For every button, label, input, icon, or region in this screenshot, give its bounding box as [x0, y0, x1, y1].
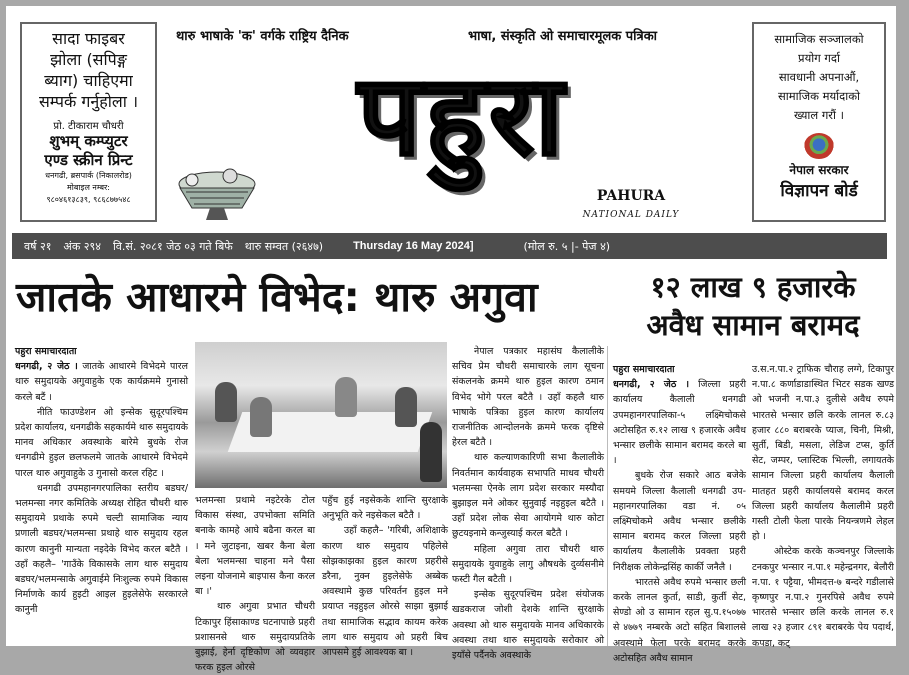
paragraph: जिल्ला प्रहरी कार्यालय कैलाली धनगढी उपमहानगरपालिका-५ लक्ष्मिचोकसे अटोसहित रु.१२ लाख ९ हजारके अवैध भन्सार छलीके सामान बरामद करले बा ।	[613, 379, 746, 467]
ad-address: धनगढी, ब्रसपार्क (निकालरोड)	[45, 171, 132, 180]
date-bs: वि.सं. २०८१ जेठ ०३ गते बिफे	[112, 239, 233, 253]
paragraph: भारतसे अवैध रुपमे भन्सार छली करके लानल कुर्ता, साडी, कुर्ती सेट, सेण्डो ओ उ सामान रहल सु.प.१५०७७ से ४७७९ नम्बरके अटो सहित बिशालसे अवस्थामे फेला परके बरामद करके अटोसहित अवैध सामान	[613, 576, 746, 664]
story1-column-4	[452, 344, 604, 662]
ad-government: नेपाल सरकार	[789, 163, 849, 177]
paragraph: बुधके रोज सकारे आठ बजेके समयमे जिल्ला कैलाली धनगढी उप-महानगरपालिका वडा नं. ०५ लक्ष्मिचोकमे अवैध भन्सार छलीके सामान बरामद करल जिल्ला प्रहरी कार्यालय कैलालीके प्रवक्ता प्रहरी निरीक्षक लोकेन्द्रसिंह कार्की जनैलै ।	[613, 470, 746, 573]
newspaper-page	[6, 6, 896, 674]
advertisement-left	[20, 22, 157, 222]
dateline: धनगढी, २ जेठ ।	[15, 361, 78, 373]
paragraph: थारु कल्याणकारिणी सभा कैलालीके निवर्तमान कार्यवाहक सभापति माधव चौधरी भलमन्सा ऐनके लाग प्रदेश सरकार मस्यौदा बुझाइल मने ओकर सुनुवाई नइहुइल बटैतै । उहाँ प्रदेश लोक सेवा आयोगमे थारु कोटा छुटयइनामे कन्जुस्याई करल बटैतै ।	[452, 452, 604, 540]
issue-number: अंक २९४	[63, 239, 101, 253]
story2-column-1	[613, 362, 746, 664]
meeting-photo	[195, 342, 447, 488]
paragraph: उ.स.न.पा.२ ट्राफिक चौराह लग्गे, टिकापुर न.पा.८ कर्णाडाडास्थित भिटर सडक खण्ड ओ भजनी न.पा.३ दुलीसे अवैध रुपमे भारतसे भन्सार छलि करके लानल रु.८३ हजार ८८० बराबरके प्याज, चिनी, मिश्री, सुर्ती, बिडी, मसला, लेडिज टप्स, कुर्ति सेट, जम्पर, प्लास्टिक भिल्ली, लगायतके सामान जिल्ला प्रहरी कार्यालय कैलाली मातहत प्रहरी कार्यालयसे बरामद करल जिल्ला प्रहरी कार्यालय कैलालीमे प्रहरी गस्ती टोली फेला पारके नियन्त्रणमे लेहल हो ।	[752, 364, 894, 543]
ad-line: सामाजिक मर्यादाको	[777, 89, 861, 103]
ad-proprietor: प्रो. टीकाराम चौधरी	[53, 121, 124, 132]
story2-column-2	[752, 362, 894, 652]
ad-line: झोला (सपिङ्ग	[50, 50, 127, 69]
tharu-era: थारु सम्वत (२६४७)	[244, 239, 324, 253]
second-headline[interactable]	[618, 268, 888, 344]
paragraph: भलमन्सा प्रथामे नइटेरके टोल विकास संस्था, उपभोक्ता समिति बनाके कामहे आघे बढैना करल बा । मने जुटाइना, खबर कैना बेला बेला भलमन्सा चाहना मने पैसा लइना योजनामे बाइपास कैना करल बा ।'	[195, 495, 315, 598]
ad-line: ब्याग) चाहिएमा	[44, 71, 133, 90]
ad-business-name: एण्ड स्क्रीन प्रिन्ट	[44, 151, 133, 169]
year: वर्ष २१	[24, 239, 52, 253]
ad-line: प्रयोग गर्दा	[798, 51, 840, 65]
ad-mobile-label: मोबाइल नम्बर:	[67, 183, 110, 192]
fruit-basket-icon	[172, 166, 262, 224]
advertisement-right	[752, 22, 886, 222]
paragraph: नीति फाउण्डेशन ओ इन्सेक सुदूरपश्चिम प्रदेश कार्यालय, धनगढीके सहकार्यमे थारु समुदायके मानव अधिकार अवस्थाके बारेमे बुधके रोज धनगढीमे हुइल छलफलमे जातके आधारमे विभेदमे पारल थारु अगुवाहुके उ गुनासो करल रहिट ।	[15, 406, 189, 479]
ad-line: सम्पर्क गर्नुहोला ।	[38, 92, 139, 111]
paragraph: पहुँच हुई नइसेकके शान्ति सुरक्षाके अनुभूति करे नइसेकल बटैतै ।	[322, 495, 448, 522]
paragraph: जातके आधारमे विभेदमे पारल थारु समुदायके अगुवाहुके एक कार्यक्रममे गुनासो करले बटैं ।	[15, 361, 188, 403]
paragraph: ओस्टेक करके कञ्चनपुर जिल्लाके टनकपुर भन्सार न.पा.१ महेन्द्रनगर, बेलौरी न.पा. १ पट्टैया, भीमदत्त-७ बन्दरे गडीलासे कृष्णपुर न.पा.२ गुनरपिसे अवैध रुपमे भारतसे भन्सार छलि करके लानल रु.१ लाख २३ हजार ८९१ बराबरके पेय पदार्थ, कपडा, कट्	[752, 546, 894, 649]
story1-column-3	[322, 493, 448, 659]
english-masthead	[566, 188, 696, 221]
masthead-title: पहुरा	[357, 51, 568, 181]
headline-line: अवैध सामान बरामद	[646, 308, 860, 342]
ad-line: ख्याल गरौं ।	[794, 108, 844, 122]
tagline-left: थारु भाषाके 'क' वर्गके राष्ट्रिय दैनिक	[176, 29, 349, 44]
byline: पहुरा समाचारदाता	[613, 364, 675, 375]
paragraph: इन्सेक सुदूरपश्चिम प्रदेश संयोजक खडकराज जोशी देशके शान्ति सुरक्षाके अवस्था ओ थारु समुदायके मानव अधिकारके अवस्था तथा थारु समुदायके सरोकार ओ इयाँसे पर्दैनके अवस्थाके	[452, 589, 604, 662]
issue-info-bar	[12, 233, 887, 259]
price-page: (मोल रु. ५ |- पेज ४)	[523, 239, 611, 253]
ad-board: विज्ञापन बोर्ड	[780, 181, 858, 201]
column-divider	[607, 346, 608, 646]
dateline: धनगढी, २ जेठ ।	[613, 379, 690, 391]
story1-column-1	[15, 344, 188, 644]
byline: पहुरा समाचारदाता	[15, 346, 77, 357]
paragraph: नेपाल पत्रकार महासंघ कैलालीके सचिव प्रेम चौधरी समाचारके लाग सूचना संकलनके क्रममे थारु हुइल कारण ठमान विभेद भोगे परल बटैतै । उहाँ कहलै थारु भाषाके पत्रिका हुइल कारण कार्यालय राजनीतिक आन्दोलनके क्रममे फरक दृष्टिसे हेरल बटैतै ।	[452, 346, 604, 449]
ad-mobile: ९८०४६१३८३९, ९८६८७७५४८	[46, 195, 131, 204]
ad-line: सामाजिक सञ्जालको	[774, 32, 864, 46]
paragraph: उहाँ कहलै– 'गरिबी, अशिक्षाके कारण थारु समुदाय पहिलेसे सोझकाझका हुइल कारण प्रहरीसे डरैना, नुक्न हुइलेसेफे अब्बेक अवस्थामे कुछ परिवर्तन हुइल मने प्रयाप्त नइहुइल ओरसे साझा बुझाई तथा सामाजिक सद्भाव कायम करेक लाग थारु समुदाय ओ प्रहरी बिच आपसमे हुई आवश्यक बा ।	[322, 525, 448, 659]
ad-line: सावधानी अपनाऔं,	[778, 70, 860, 84]
english-subtitle: NATIONAL DAILY	[582, 210, 680, 220]
story1-column-2	[195, 493, 315, 674]
main-headline[interactable]: जातके आधारमे विभेद: थारु अगुवा	[16, 273, 538, 321]
ad-line: सादा फाइबर	[52, 29, 125, 48]
tagline-right: भाषा, संस्कृति ओ समाचारमूलक पत्रिका	[468, 29, 658, 44]
nepal-emblem-icon	[804, 133, 834, 159]
english-name: PAHURA	[596, 188, 666, 204]
paragraph: धनगढी उपमहानगरपालिका स्तरीय बडघर/भलमन्सा नगर कमितिके अध्यक्ष रोहित चौधरी थारु समुदायमे प्रथाके रुपमे चल्टी सामाजिक न्याय प्रणाली बडघर/भलमन्सा प्रथाहे थारु समुदाय रहल कारण कानुनी मान्यता नइदेके विभेद करल बटैतै । उहाँ कहलै– 'गाउँके विकासके लाग थारु समुदाय बडघर/भलमन्साके अगुवाईमे निःशुल्क रुपमे विकास निर्माणके कार्य हुइटी आइल हुइलेसेफे सरकारले कानुनी	[15, 482, 188, 616]
paragraph: थारु अगुवा प्रभात चौधरी टिकापुर हिंसाकाण्ड घटनापाछे प्रहरी प्रशासनसे थारु समुदायप्रतिके बुझाई, हेर्ना दृष्टिकोण ओ व्यवहार फरक हुइल ओरसे	[195, 601, 315, 674]
headline-line: १२ लाख ९ हजारके	[650, 270, 856, 304]
date-english: Thursday 16 May 2024]	[353, 240, 474, 252]
paragraph: महिला अगुवा तारा चौधरी थारु समुदायके युवाहुके लागु औषधके दुर्व्यसनीमे फस्टी गैल बटैती ।	[452, 543, 604, 586]
ad-business-name: शुभम् कम्प्युटर	[49, 132, 128, 150]
